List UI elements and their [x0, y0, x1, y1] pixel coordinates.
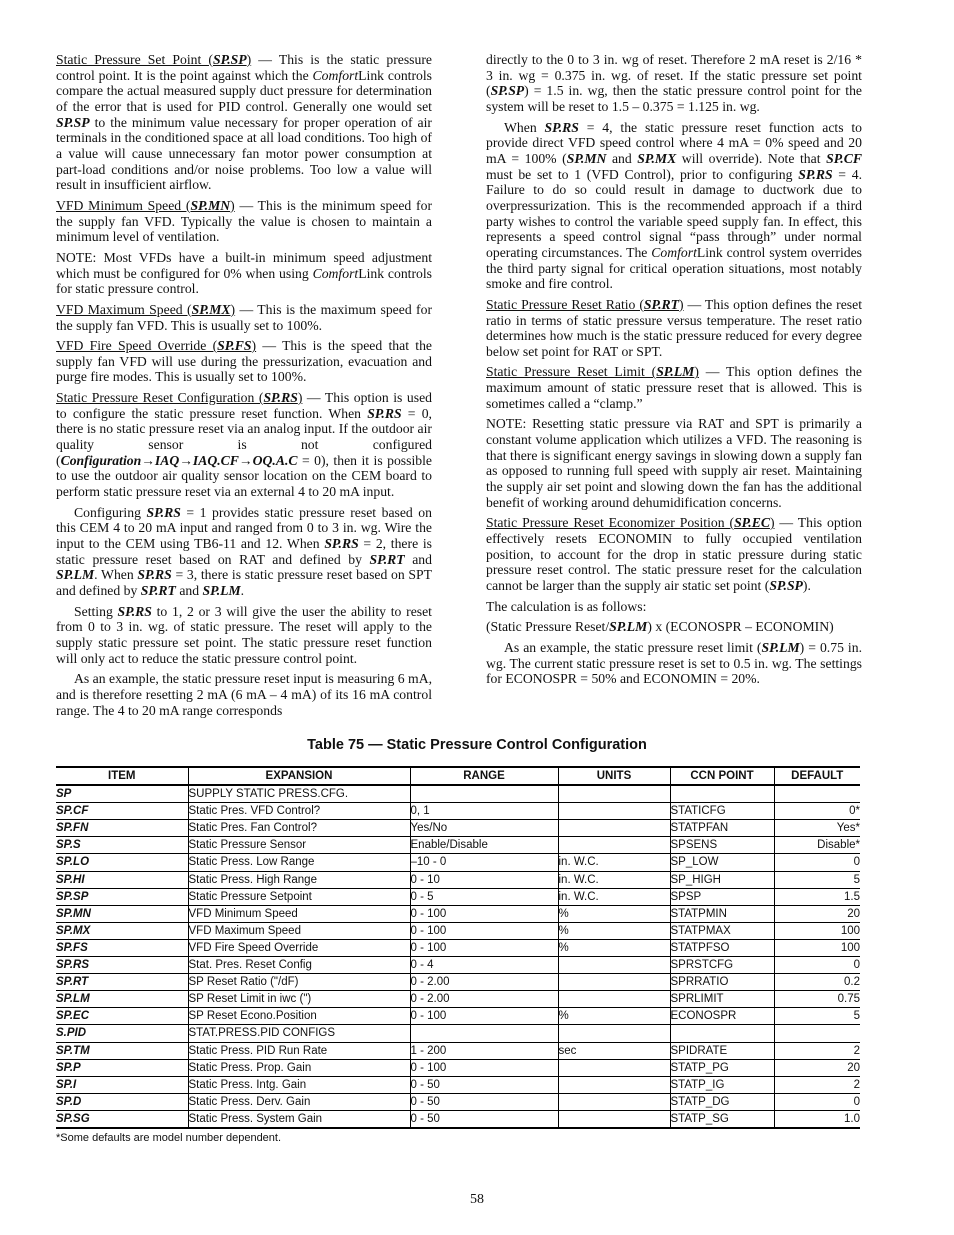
cell-expansion: VFD Minimum Speed — [188, 905, 410, 922]
cell-ccn-point — [670, 1025, 774, 1042]
reset-limit-paragraph: Static Pressure Reset Limit (SP.LM) — This option defines the maximum amount of static pressure reset that is allowed. This is sometimes called a “clamp.” — [486, 364, 862, 411]
table-row — [56, 1110, 860, 1128]
setting-paragraph: Setting SP.RS to 1, 2 or 3 will give the user the ability to reset from 0 to 3 in. wg. of static pressure. The reset will apply to the supply static pressure set point. The static pressure reset function will only act to reduce the static pressure control point. — [56, 603, 432, 666]
cell-units — [558, 1076, 670, 1093]
cell-ccn-point: SPRRATIO — [670, 974, 774, 991]
cell-range: 0 - 50 — [410, 1076, 558, 1093]
cell-units — [558, 991, 670, 1008]
table-row — [56, 854, 860, 871]
cell-range: 0 - 50 — [410, 1110, 558, 1128]
cell-item: SP.FS — [56, 939, 188, 956]
cell-default — [774, 1025, 860, 1042]
cell-default: 5 — [774, 871, 860, 888]
vfd-minimum-speed-paragraph: VFD Minimum Speed (SP.MN) — This is the minimum speed for the supply fan VFD. Typically the value is chosen to maintain a minimum level of ventilation. — [56, 197, 432, 245]
cell-units: % — [558, 922, 670, 939]
cell-range: 0 - 100 — [410, 922, 558, 939]
cell-item: SP.FN — [56, 820, 188, 837]
cell-item: SP.MN — [56, 905, 188, 922]
table-row — [56, 803, 860, 820]
cell-expansion: Static Press. System Gain — [188, 1110, 410, 1128]
cell-default: Disable* — [774, 837, 860, 854]
cell-range — [410, 785, 558, 803]
header-item: ITEM — [56, 767, 188, 785]
cell-item: SP — [56, 785, 188, 803]
cell-ccn-point: ECONOSPR — [670, 1008, 774, 1025]
vfd-direct-control-paragraph: When SP.RS = 4, the static pressure reset function acts to provide direct VFD speed control where 4 mA = 0% speed and 20 mA = 100% (SP.MN and SP.MX will override). Note that SP.CF must be set to 1 (VFD Control), prior to configuring SP.RS = 4. Failure to do so could result in damage to ductwork due to overpressurization. This is the recommended approach if a third party wishes to control the variable speed supply fan. In effect, this represents a speed control signal “pass through” under normal operating circumstances. The ComfortLink control system overrides the third party signal for critical operation situations, most notably smoke and fire control. — [486, 119, 863, 292]
cell-ccn-point: STATICFG — [670, 803, 774, 820]
vfd-fire-speed-paragraph: VFD Fire Speed Override (SP.FS) — This is the speed that the supply fan VFD will use during the pressurization, evacuation and purge fire modes. This is usually set to 100%. — [56, 338, 432, 385]
cell-ccn-point: STATP_PG — [670, 1059, 774, 1076]
cell-range: 0, 1 — [410, 803, 558, 820]
cell-expansion: SP Reset Limit in iwc (") — [188, 991, 410, 1008]
example-paragraph: As an example, the static pressure reset input is measuring 6 mA, and is therefore resetting 2 mA (6 mA – 4 mA) of its 16 mA control range. The 4 to 20 mA range corresponds — [56, 671, 432, 718]
table-row — [56, 905, 860, 922]
cell-range: 0 - 2.00 — [410, 991, 558, 1008]
static-pressure-set-point-paragraph: Static Pressure Set Point (SP.SP) — This is the static pressure control point. It is the point against which the ComfortLink controls compare the actual measured supply duct pressure for determination of the error that is used for PID control. Generally one would set SP.SP to the minimum value necessary for proper operation of air terminals in the conditioned space at all load conditions. Too high of a value will cause unnecessary fan motor power consumption at part-load conditions and/or noise problems. Too low a value will result in insufficient airflow. — [56, 52, 432, 193]
cell-range: 1 - 200 — [410, 1042, 558, 1059]
cell-range: Enable/Disable — [410, 837, 558, 854]
cell-ccn-point: SPSP — [670, 888, 774, 905]
cell-item: SP.S — [56, 837, 188, 854]
cell-ccn-point: STATPMIN — [670, 905, 774, 922]
cell-default: 20 — [774, 905, 860, 922]
table-body — [56, 785, 860, 1128]
cell-expansion: Static Pressure Sensor — [188, 837, 410, 854]
reset-ratio-paragraph: Static Pressure Reset Ratio (SP.RT) — This option defines the reset ratio in terms of static pressure versus temperature. The reset ratio determines how much is the static pressure reduced for every degree below set point for RAT or SPT. — [486, 296, 862, 359]
cell-default: 0* — [774, 803, 860, 820]
cell-units — [558, 837, 670, 854]
cell-item: SP.P — [56, 1059, 188, 1076]
table-row — [56, 974, 860, 991]
table-row — [56, 957, 860, 974]
cell-units — [558, 820, 670, 837]
cell-item: S.PID — [56, 1025, 188, 1042]
header-range: RANGE — [410, 767, 558, 785]
cell-ccn-point: SP_HIGH — [670, 871, 774, 888]
cell-item: SP.EC — [56, 1008, 188, 1025]
cell-ccn-point: STATP_IG — [670, 1076, 774, 1093]
cell-range: 0 - 10 — [410, 871, 558, 888]
table-footnote: *Some defaults are model number dependent. — [56, 1132, 282, 1144]
cell-ccn-point: SPRLIMIT — [670, 991, 774, 1008]
cell-expansion: Static Press. Intg. Gain — [188, 1076, 410, 1093]
header-units: UNITS — [558, 767, 670, 785]
cell-default: 0 — [774, 1093, 860, 1110]
cell-ccn-point: STATPFSO — [670, 939, 774, 956]
table-row — [56, 888, 860, 905]
cell-default: 2 — [774, 1042, 860, 1059]
header-expansion: EXPANSION — [188, 767, 410, 785]
table-row — [56, 1093, 860, 1110]
cell-range: 0 - 5 — [410, 888, 558, 905]
cell-ccn-point: SPRSTCFG — [670, 957, 774, 974]
cell-item: SP.LO — [56, 854, 188, 871]
table-row — [56, 939, 860, 956]
cell-expansion: Static Press. Derv. Gain — [188, 1093, 410, 1110]
cell-ccn-point: SP_LOW — [670, 854, 774, 871]
cell-units — [558, 957, 670, 974]
cell-default: 0.75 — [774, 991, 860, 1008]
table-row — [56, 837, 860, 854]
cell-expansion: Static Press. Prop. Gain — [188, 1059, 410, 1076]
cell-item: SP.I — [56, 1076, 188, 1093]
cell-expansion: Stat. Pres. Reset Config — [188, 957, 410, 974]
cell-units — [558, 974, 670, 991]
reset-configuration-paragraph: Static Pressure Reset Configuration (SP.RS) — This option is used to configure the static pressure reset function. When SP.RS = 0, there is no static pressure reset via an analog input. If the outdoor air quality sensor is not configured (Configuration→IAQ→IAQ.CF→OQ.A.C = 0), then it is possible to use the outdoor air quality sensor location on the CEM board to perform static pressure reset via an external 4 to 20 mA input. — [56, 390, 432, 500]
cell-default — [774, 785, 860, 803]
cell-units: % — [558, 1008, 670, 1025]
cell-default: 20 — [774, 1059, 860, 1076]
cell-units: % — [558, 905, 670, 922]
table-row — [56, 1076, 860, 1093]
cell-ccn-point: SPIDRATE — [670, 1042, 774, 1059]
cell-expansion: Static Press. High Range — [188, 871, 410, 888]
vfd-maximum-speed-paragraph: VFD Maximum Speed (SP.MX) — This is the maximum speed for the supply fan VFD. This is usually set to 100%. — [56, 301, 433, 333]
cell-default: 100 — [774, 939, 860, 956]
table-caption: Table 75 — Static Pressure Control Configuration — [307, 737, 647, 753]
table-row — [56, 871, 860, 888]
cell-expansion: SUPPLY STATIC PRESS.CFG. — [188, 785, 410, 803]
cell-default: 1.5 — [774, 888, 860, 905]
calculation-example-paragraph: As an example, the static pressure reset limit (SP.LM) = 0.75 in. wg. The current static pressure reset is set to 0.5 in. wg. The settings for ECONOSPR = 50% and ECONOMIN = 20%. — [486, 639, 862, 687]
config-table — [56, 766, 860, 1129]
table-row — [56, 991, 860, 1008]
cell-default: Yes* — [774, 820, 860, 837]
cell-default: 5 — [774, 1008, 860, 1025]
cell-default: 2 — [774, 1076, 860, 1093]
table-row — [56, 785, 860, 803]
cell-default: 1.0 — [774, 1110, 860, 1128]
configuring-paragraph: Configuring SP.RS = 1 provides static pressure reset based on this CEM 4 to 20 mA input and ranged from 0 to 3 in. wg. Wire the input to the CEM using TB6-11 and 12. When SP.RS = 2, there is static pressure reset based on RAT and defined by SP.RT and SP.LM. When SP.RS = 3, there is static pressure reset based on SPT and defined by SP.RT and SP.LM. — [56, 504, 432, 598]
header-ccn-point: CCN POINT — [670, 767, 774, 785]
cell-ccn-point: STATP_SG — [670, 1110, 774, 1128]
cell-units — [558, 803, 670, 820]
table-header-row — [56, 767, 860, 785]
cell-units — [558, 1093, 670, 1110]
cell-item: SP.SP — [56, 888, 188, 905]
right-column — [486, 52, 862, 692]
cell-range: 0 - 100 — [410, 1059, 558, 1076]
cell-default: 0 — [774, 957, 860, 974]
cell-ccn-point: STATP_DG — [670, 1093, 774, 1110]
cell-expansion: Static Pressure Setpoint — [188, 888, 410, 905]
cell-item: SP.RT — [56, 974, 188, 991]
cell-expansion: Static Press. PID Run Rate — [188, 1042, 410, 1059]
cell-item: SP.SG — [56, 1110, 188, 1128]
cell-range — [410, 1025, 558, 1042]
cell-units — [558, 1025, 670, 1042]
table-row — [56, 1059, 860, 1076]
calculation-formula-paragraph: (Static Pressure Reset/SP.LM) x (ECONOSPR – ECONOMIN) — [486, 619, 834, 635]
cell-ccn-point: SPSENS — [670, 837, 774, 854]
left-column — [56, 52, 432, 723]
calculation-intro-paragraph: The calculation is as follows: — [486, 598, 647, 614]
cell-units: % — [558, 939, 670, 956]
table-row — [56, 922, 860, 939]
cell-units: in. W.C. — [558, 854, 670, 871]
economizer-position-paragraph: Static Pressure Reset Economizer Position (SP.EC) — This option effectively resets ECONOMIN to fully occupied ventilation position, to account for the drop in static pressure during static pressure reset control. The static pressure reset for the calculation cannot be larger than the supply air static set point (SP.SP). — [486, 515, 862, 593]
cell-range: 0 - 100 — [410, 939, 558, 956]
page-number: 58 — [470, 1192, 484, 1207]
cell-range: 0 - 100 — [410, 905, 558, 922]
header-default: DEFAULT — [774, 767, 860, 785]
cell-ccn-point: STATPFAN — [670, 820, 774, 837]
cell-default: 0.2 — [774, 974, 860, 991]
cell-units — [558, 785, 670, 803]
cell-ccn-point: STATPMAX — [670, 922, 774, 939]
cell-units: in. W.C. — [558, 888, 670, 905]
cell-range: –10 - 0 — [410, 854, 558, 871]
cell-units: sec — [558, 1042, 670, 1059]
cell-ccn-point — [670, 785, 774, 803]
cell-range: 0 - 50 — [410, 1093, 558, 1110]
cell-item: SP.CF — [56, 803, 188, 820]
cell-expansion: VFD Maximum Speed — [188, 922, 410, 939]
cell-expansion: SP Reset Econo.Position — [188, 1008, 410, 1025]
cell-units — [558, 1059, 670, 1076]
cell-expansion: VFD Fire Speed Override — [188, 939, 410, 956]
vfd-note-paragraph: NOTE: Most VFDs have a built-in minimum speed adjustment which must be configured for 0% when using ComfortLink controls for static pressure control. — [56, 249, 432, 297]
cell-item: SP.MX — [56, 922, 188, 939]
cell-expansion: STAT.PRESS.PID CONFIGS — [188, 1025, 410, 1042]
cell-units — [558, 1110, 670, 1128]
table-row — [56, 820, 860, 837]
cell-range: Yes/No — [410, 820, 558, 837]
cell-item: SP.TM — [56, 1042, 188, 1059]
cell-item: SP.RS — [56, 957, 188, 974]
table-row — [56, 1042, 860, 1059]
table-row — [56, 1025, 860, 1042]
cell-default: 100 — [774, 922, 860, 939]
rat-spt-note-paragraph: NOTE: Resetting static pressure via RAT and SPT is primarily a constant volume application which utilizes a VFD. The reasoning is that there is significant energy savings in slowing down a supply fan as opposed to running full speed with supply air reset. Maintaining the supply air set point and slowing down the fan has the additional benefit of working around dehumidification concerns. — [486, 416, 862, 510]
cell-item: SP.D — [56, 1093, 188, 1110]
cell-item: SP.LM — [56, 991, 188, 1008]
cell-range: 0 - 2.00 — [410, 974, 558, 991]
cell-expansion: Static Pres. Fan Control? — [188, 820, 410, 837]
cell-units: in. W.C. — [558, 871, 670, 888]
cell-item: SP.HI — [56, 871, 188, 888]
table-row — [56, 1008, 860, 1025]
cell-expansion: SP Reset Ratio ("/dF) — [188, 974, 410, 991]
cell-range: 0 - 4 — [410, 957, 558, 974]
cell-default: 0 — [774, 854, 860, 871]
cell-expansion: Static Press. Low Range — [188, 854, 410, 871]
reset-continuation-paragraph: directly to the 0 to 3 in. wg of reset. Therefore 2 mA reset is 2/16 * 3 in. wg = 0.375 in. wg. of reset. If the static pressure set point (SP.SP) = 1.5 in. wg, then the static pressure control point for the system will be reset to 1.5 – 0.375 = 1.125 in. wg. — [486, 52, 862, 114]
cell-expansion: Static Pres. VFD Control? — [188, 803, 410, 820]
cell-range: 0 - 100 — [410, 1008, 558, 1025]
